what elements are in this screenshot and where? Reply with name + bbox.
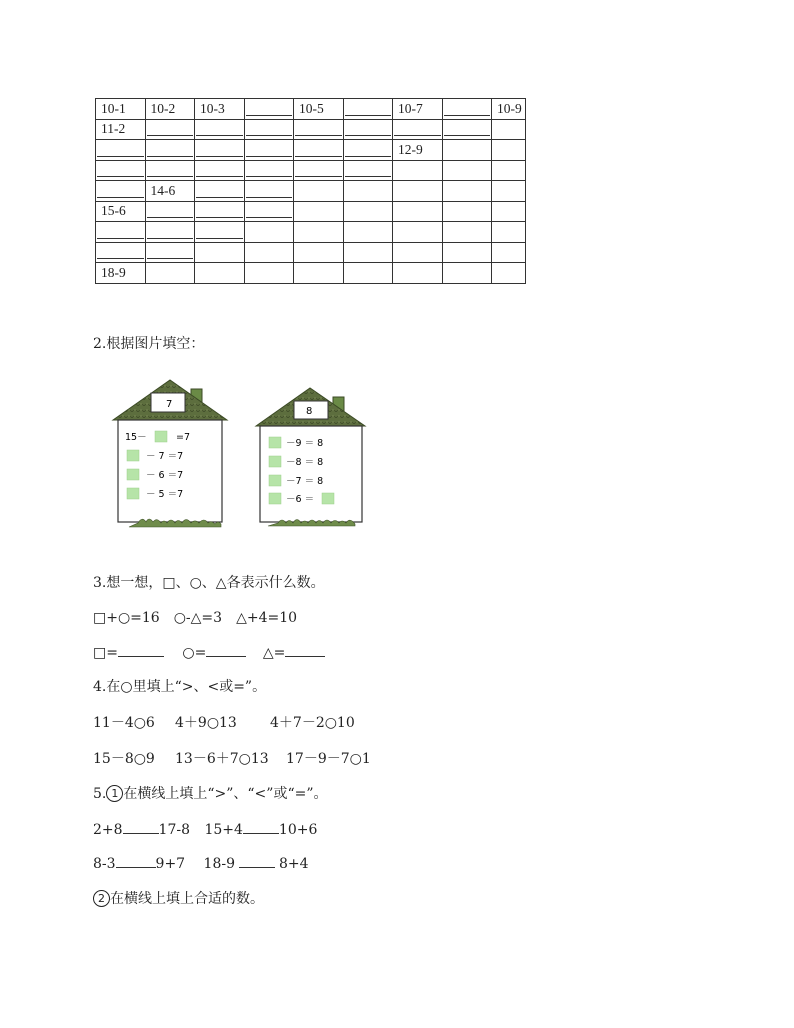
table-cell [343,201,393,222]
blank-square [322,493,334,504]
table-cell[interactable] [343,140,393,161]
table-cell [442,222,492,243]
table-row [96,222,526,243]
table-cell [492,160,526,181]
table-cell[interactable] [244,201,294,222]
table-cell[interactable] [145,160,195,181]
table-cell[interactable] [393,119,443,140]
table-row [96,160,526,181]
table-cell [343,242,393,263]
house-8-row4-right: －6 ＝ [286,494,315,505]
table-cell: 15-6 [96,201,146,222]
table-cell[interactable] [343,99,393,120]
table-cell [244,263,294,284]
table-cell[interactable] [195,222,245,243]
table-cell[interactable] [145,222,195,243]
table-cell [195,242,245,263]
subtraction-table [95,98,526,284]
table-cell [442,160,492,181]
table-cell [442,263,492,284]
table-cell[interactable] [442,99,492,120]
table-row [96,201,526,222]
table-cell[interactable] [294,160,344,181]
table-cell[interactable] [96,242,146,263]
table-cell[interactable] [343,119,393,140]
blank-square [155,431,167,442]
q4-item: 13－6＋7○13 [175,751,269,767]
q5-expr: 2+8 [93,822,123,838]
table-cell[interactable] [145,140,195,161]
house-8-row3-right: －7 ＝ 8 [286,476,324,487]
q5-expr: 10+6 [278,822,318,838]
q5-blank[interactable] [239,853,275,868]
table-cell[interactable] [145,201,195,222]
blank-square [127,450,139,461]
table-cell [294,222,344,243]
blank-square [269,456,281,467]
q3-answer-circle-label: ○= [182,645,207,661]
table-cell[interactable] [294,140,344,161]
q5-sub2-title: 在横线上填上合适的数。 [110,891,264,907]
table-cell: 10-1 [96,99,146,120]
table-cell [393,222,443,243]
houses-figure [108,376,378,530]
q5-expr: 9+7 [155,856,186,872]
table-cell[interactable] [442,119,492,140]
table-cell: 10-7 [393,99,443,120]
q5-line1 [93,819,317,838]
table-cell [343,181,393,202]
house-8-number: 8 [306,406,313,417]
table-cell[interactable] [145,119,195,140]
table-cell [393,242,443,263]
table-cell [492,181,526,202]
house-7-row2-right: － 7 ＝7 [146,451,184,462]
q5-expr: 15+4 [204,822,243,838]
table-row [96,140,526,161]
table-cell[interactable] [195,140,245,161]
table-cell [442,181,492,202]
house-7-row4-right: － 5 ＝7 [146,489,184,500]
blank-square [269,493,281,504]
table-cell: 18-9 [96,263,146,284]
circled-number-1: 1 [106,785,123,802]
table-cell: 10-3 [195,99,245,120]
table-cell[interactable] [96,222,146,243]
table-cell [492,119,526,140]
table-cell: 12-9 [393,140,443,161]
table-cell[interactable] [195,119,245,140]
table-cell[interactable] [244,119,294,140]
q3-title: 3.想一想，□、○、△各表示什么数。 [93,575,325,591]
q5-expr: 8+4 [279,856,309,872]
table-cell [294,242,344,263]
house-7-row1-right: =7 [176,432,191,443]
q5-expr: 8-3 [93,856,116,872]
table-cell [294,263,344,284]
q3-answer-square-blank[interactable] [118,642,164,657]
q4-item: 11－4○6 [93,715,155,731]
table-cell [393,160,443,181]
q5-blank[interactable] [123,819,159,834]
table-cell[interactable] [145,242,195,263]
house-8-row1-right: －9 ＝ 8 [286,438,324,449]
table-cell [492,201,526,222]
table-cell[interactable] [195,181,245,202]
q5-prefix: 5. [93,786,107,802]
q5-title-line [93,783,328,803]
q4-item: 4＋7－2○10 [270,715,355,731]
table-cell[interactable] [294,119,344,140]
table-row [96,119,526,140]
q4-item: 4＋9○13 [175,715,237,731]
table-cell[interactable] [96,181,146,202]
blank-square [127,488,139,499]
q5-expr: 17-8 [158,822,190,838]
blank-square [269,475,281,486]
q5-line2 [93,853,309,872]
q4-item: 17－9－7○1 [286,751,371,767]
blank-square [269,437,281,448]
table-cell[interactable] [343,160,393,181]
table-cell: 10-5 [294,99,344,120]
table-row [96,181,526,202]
house-7 [113,380,227,527]
table-cell[interactable] [244,140,294,161]
table-cell[interactable] [244,99,294,120]
q5-sub2-line [93,888,264,908]
table-cell [442,242,492,263]
circled-number-2: 2 [93,890,110,907]
table-cell[interactable] [96,160,146,181]
q3-answer-circle-blank[interactable] [206,642,246,657]
house-7-row3-right: － 6 ＝7 [146,470,184,481]
q4-line1 [93,712,355,732]
table-cell[interactable] [244,181,294,202]
table-cell [195,263,245,284]
q2-title: 2.根据图片填空： [93,336,205,352]
table-cell[interactable] [195,160,245,181]
table-cell [492,263,526,284]
table-cell [294,181,344,202]
q4-item: 15－8○9 [93,751,155,767]
table-cell [343,263,393,284]
table-cell [492,222,526,243]
q3-equations: □+○=16 ○-△=3 △+4=10 [93,610,298,626]
q3-answer-triangle-blank[interactable] [285,642,325,657]
table-cell [244,242,294,263]
table-cell: 14-6 [145,181,195,202]
table-cell [492,140,526,161]
q5-blank[interactable] [116,853,156,868]
q5-blank[interactable] [243,819,279,834]
table-cell [393,181,443,202]
table-cell [244,222,294,243]
table-cell[interactable] [195,201,245,222]
table-cell [294,201,344,222]
table-cell: 10-9 [492,99,526,120]
house-8 [256,388,365,526]
q3-answers [93,642,325,661]
q4-title: 4.在○里填上“>、<或=”。 [93,679,267,695]
table-cell: 11-2 [96,119,146,140]
table-cell [393,201,443,222]
house-7-row1-left: 15－ [125,432,147,443]
q5-title: 在横线上填上“>”、“<”或“=”。 [123,786,328,802]
table-cell [145,263,195,284]
table-cell [492,242,526,263]
house-8-row2-right: －8 ＝ 8 [286,457,324,468]
table-cell [393,263,443,284]
table-row [96,242,526,263]
table-row [96,263,526,284]
table-cell[interactable] [244,160,294,181]
table-cell [442,201,492,222]
q5-expr: 18-9 [203,856,235,872]
blank-square [127,469,139,480]
q3-answer-triangle-label: △= [262,645,286,661]
table-cell[interactable] [96,140,146,161]
table-cell [442,140,492,161]
q4-line2 [93,748,371,768]
table-cell [343,222,393,243]
table-cell: 10-2 [145,99,195,120]
table-row [96,99,526,120]
house-7-number: 7 [166,399,173,410]
q3-answer-square-label: □= [93,645,118,661]
